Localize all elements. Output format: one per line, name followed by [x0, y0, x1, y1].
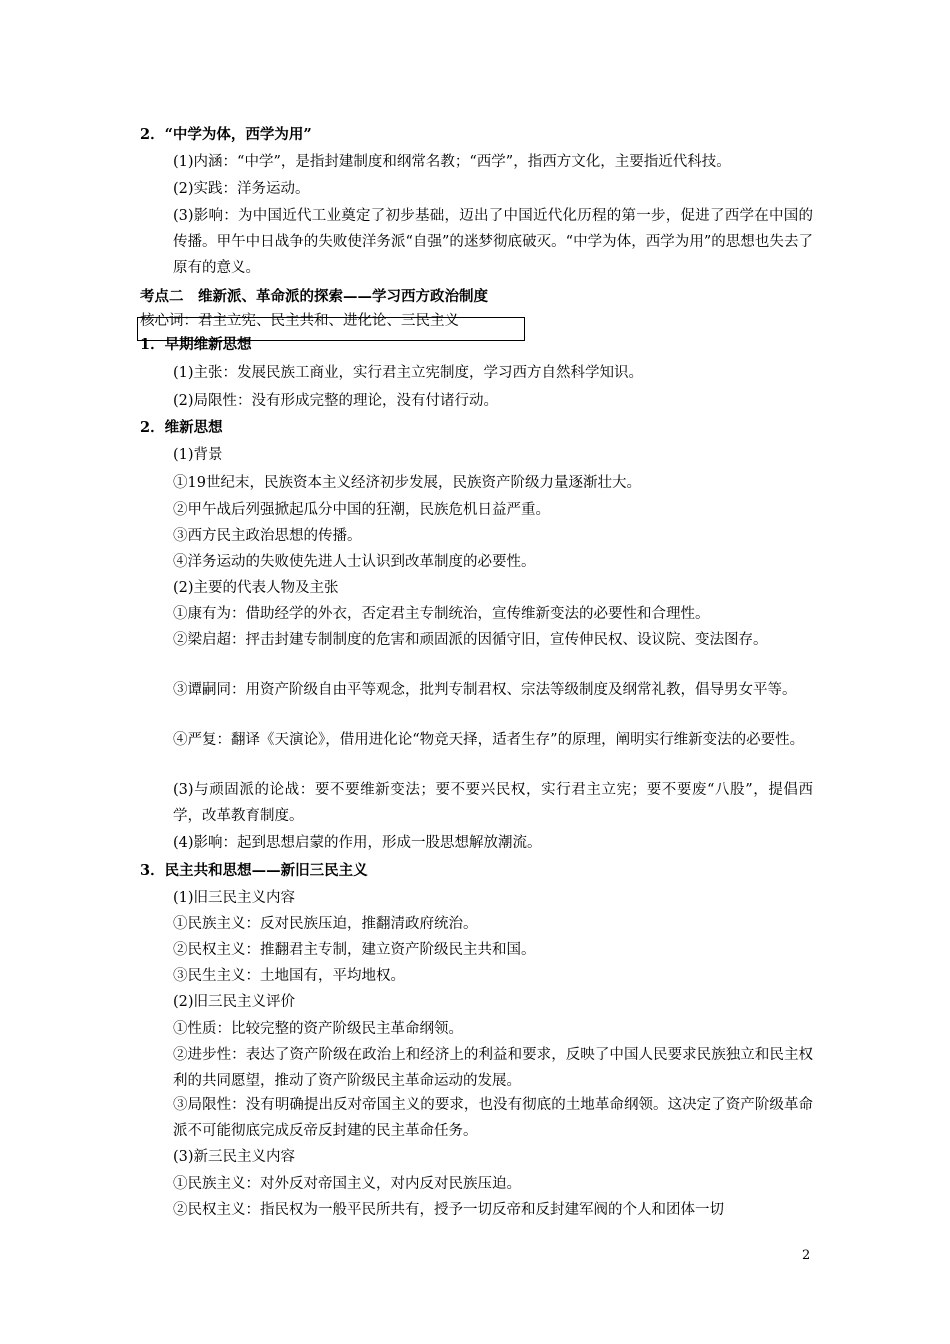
text-line: (1)背景: [173, 447, 223, 463]
section-heading: 考点二 维新派、革命派的探索——学习西方政治制度: [140, 288, 488, 305]
page-number: 2: [802, 1248, 811, 1263]
section-heading: 1．早期维新思想: [140, 336, 252, 353]
section-heading: 2．维新思想: [140, 419, 223, 436]
text-line: ②梁启超：抨击封建专制制度的危害和顽固派的因循守旧，宣传伸民权、设议院、变法图存。: [173, 632, 768, 648]
text-line: ①民族主义：对外反对帝国主义，对内反对民族压迫。: [173, 1176, 521, 1192]
text-line: (2)局限性：没有形成完整的理论，没有付诸行动。: [173, 393, 499, 409]
text-line: ③西方民主政治思想的传播。: [173, 528, 362, 544]
text-line: ④严复：翻译《天演论》，借用进化论“物竞天择，适者生存”的原理，阐明实行维新变法的必要性。: [173, 732, 805, 748]
text-line: ③谭嗣同：用资产阶级自由平等观念，批判专制君权、宗法等级制度及纲常礼教，倡导男女平等。: [173, 682, 797, 698]
text-line: ②民权主义：指民权为一般平民所共有，授予一切反帝和反封建军阀的个人和团体一切: [173, 1202, 724, 1218]
text-line: (1)旧三民主义内容: [173, 890, 296, 906]
text-line: ②甲午战后列强掀起瓜分中国的狂潮，民族危机日益严重。: [173, 502, 550, 518]
text-line: ①民族主义：反对民族压迫，推翻清政府统治。: [173, 916, 478, 932]
section-heading: 3．民主共和思想——新旧三民主义: [140, 862, 368, 879]
text-line: (1)内涵：“中学”，是指封建制度和纲常名教；“西学”，指西方文化，主要指近代科技。: [173, 154, 731, 170]
section-heading: 2．“中学为体，西学为用”: [140, 126, 312, 143]
text-line: ③民生主义：土地国有，平均地权。: [173, 968, 405, 984]
text-line: (2)主要的代表人物及主张: [173, 580, 339, 596]
text-line: (2)旧三民主义评价: [173, 994, 296, 1010]
text-line: (3)与顽固派的论战：要不要维新变法；要不要兴民权，实行君主立宪；要不要废“八股”，提倡西学，改革教育制度。: [173, 782, 813, 824]
text-line: ②民权主义：推翻君主专制，建立资产阶级民主共和国。: [173, 942, 536, 958]
text-line: (3)影响：为中国近代工业奠定了初步基础，迈出了中国近代化历程的第一步，促进了西学在中国的传播。甲午中日战争的失败使洋务派“自强”的迷梦彻底破灭。“中学为体，西学为用”的思想也失去了原有的意义。: [173, 208, 813, 276]
text-line: (2)实践：洋务运动。: [173, 181, 310, 197]
text-line: ①性质：比较完整的资产阶级民主革命纲领。: [173, 1021, 463, 1037]
text-line: ④洋务运动的失败使先进人士认识到改革制度的必要性。: [173, 554, 536, 570]
text-line: ②进步性：表达了资产阶级在政治上和经济上的利益和要求，反映了中国人民要求民族独立和民主权利的共同愿望，推动了资产阶级民主革命运动的发展。: [173, 1047, 813, 1089]
highlight-box: [137, 317, 525, 341]
text-line: (4)影响：起到思想启蒙的作用，形成一股思想解放潮流。: [173, 835, 542, 851]
text-line: (1)主张：发展民族工商业，实行君主立宪制度，学习西方自然科学知识。: [173, 365, 644, 381]
text-line: ③局限性：没有明确提出反对帝国主义的要求，也没有彻底的土地革命纲领。这决定了资产阶级革命派不可能彻底完成反帝反封建的民主革命任务。: [173, 1097, 813, 1139]
text-line: ①康有为：借助经学的外衣，否定君主专制统治，宣传维新变法的必要性和合理性。: [173, 606, 710, 622]
text-line: ①19世纪末，民族资本主义经济初步发展，民族资产阶级力量逐渐壮大。: [173, 475, 641, 491]
text-line: (3)新三民主义内容: [173, 1149, 296, 1165]
text-line: 核心词：君主立宪、民主共和、进化论、三民主义: [140, 313, 459, 329]
